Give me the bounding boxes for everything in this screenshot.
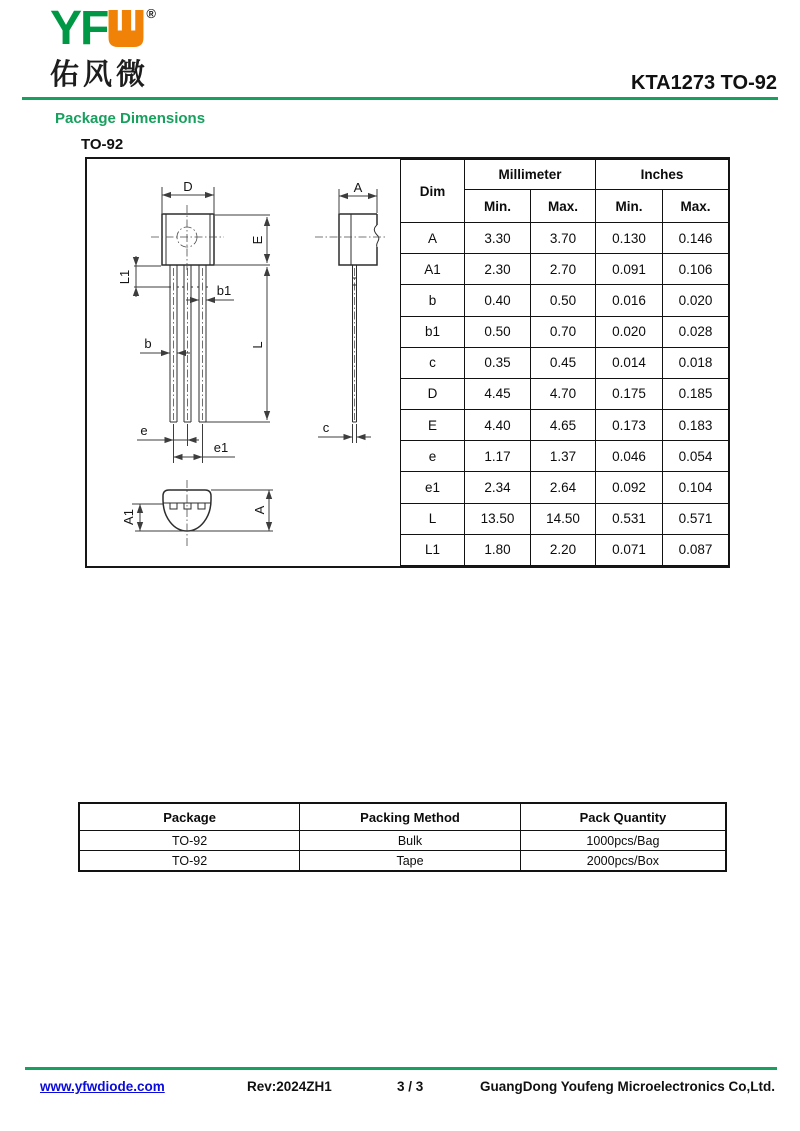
cell-in-max: 0.146 <box>663 223 729 254</box>
cell-dim: b1 <box>401 316 465 347</box>
cell-dim: c <box>401 347 465 378</box>
cell-in-max: 0.106 <box>663 254 729 285</box>
table-row <box>401 472 729 503</box>
dim-label-L1: L1 <box>117 269 132 285</box>
registered-trademark-icon: ® <box>146 6 156 21</box>
dimension-table-wrap <box>400 159 729 566</box>
to92-outline-drawing <box>87 159 400 566</box>
cell-in-max: 0.018 <box>663 347 729 378</box>
cell-quantity: 1000pcs/Bag <box>520 831 726 851</box>
table-row <box>79 851 726 872</box>
cell-mm-max: 0.70 <box>531 316 596 347</box>
table-row <box>401 534 729 565</box>
table-row <box>401 503 729 534</box>
logo-w-icon <box>108 10 144 47</box>
cell-dim: A <box>401 223 465 254</box>
dim-label-D: D <box>183 179 193 194</box>
table-row <box>401 378 729 409</box>
cell-method: Bulk <box>300 831 521 851</box>
cell-mm-min: 4.40 <box>465 410 531 441</box>
package-type-label: TO-92 <box>81 136 124 153</box>
cell-method: Tape <box>300 851 521 872</box>
dim-label-A1: A1 <box>121 509 136 525</box>
mm-min-header: Min. <box>465 190 531 223</box>
cell-mm-min: 1.80 <box>465 534 531 565</box>
cell-in-min: 0.091 <box>596 254 663 285</box>
front-view <box>117 179 270 463</box>
footer-divider <box>25 1067 777 1070</box>
table-row <box>401 223 729 254</box>
cell-mm-min: 13.50 <box>465 503 531 534</box>
header-divider <box>22 97 778 100</box>
pack-header-quantity: Pack Quantity <box>520 803 726 831</box>
cell-mm-max: 2.64 <box>531 472 596 503</box>
cell-dim: e1 <box>401 472 465 503</box>
page-number: 3 / 3 <box>397 1079 424 1094</box>
cell-mm-min: 0.35 <box>465 347 531 378</box>
cell-mm-max: 4.70 <box>531 378 596 409</box>
cell-mm-max: 1.37 <box>531 441 596 472</box>
cell-mm-max: 2.20 <box>531 534 596 565</box>
packing-table <box>78 802 727 872</box>
revision-text: Rev:2024ZH1 <box>247 1079 332 1094</box>
table-row <box>401 347 729 378</box>
cell-in-max: 0.104 <box>663 472 729 503</box>
cell-in-min: 0.130 <box>596 223 663 254</box>
logo-text-yf: YF <box>50 2 108 55</box>
cell-dim: D <box>401 378 465 409</box>
bottom-view <box>121 480 273 548</box>
cell-in-max: 0.020 <box>663 285 729 316</box>
mm-max-header: Max. <box>531 190 596 223</box>
table-row <box>401 254 729 285</box>
cell-in-min: 0.175 <box>596 378 663 409</box>
cell-mm-max: 4.65 <box>531 410 596 441</box>
package-dimensions-box <box>85 157 730 568</box>
dim-col-header: Dim <box>401 160 465 223</box>
cell-mm-max: 0.45 <box>531 347 596 378</box>
side-body <box>339 214 377 265</box>
dim-label-c: c <box>322 420 330 435</box>
cell-mm-max: 0.50 <box>531 285 596 316</box>
cell-mm-min: 3.30 <box>465 223 531 254</box>
cell-in-min: 0.531 <box>596 503 663 534</box>
cell-dim: A1 <box>401 254 465 285</box>
cell-in-max: 0.087 <box>663 534 729 565</box>
logo-chinese-text: 佑风微 <box>50 59 150 92</box>
cell-mm-max: 3.70 <box>531 223 596 254</box>
dim-label-A-bottom: A <box>252 505 267 515</box>
cell-in-max: 0.185 <box>663 378 729 409</box>
cell-mm-max: 2.70 <box>531 254 596 285</box>
cell-dim: e <box>401 441 465 472</box>
dim-label-b: b <box>144 336 152 351</box>
dim-label-L: L <box>250 341 265 349</box>
dim-label-A-side: A <box>353 180 363 195</box>
cell-in-max: 0.183 <box>663 410 729 441</box>
cell-dim: L <box>401 503 465 534</box>
logo <box>50 2 156 93</box>
pack-header-method: Packing Method <box>300 803 521 831</box>
cell-mm-min: 2.30 <box>465 254 531 285</box>
dim-label-E: E <box>250 235 265 245</box>
table-row <box>401 441 729 472</box>
cell-mm-min: 4.45 <box>465 378 531 409</box>
document-title: KTA1273 TO-92 <box>631 72 777 94</box>
cell-dim: L1 <box>401 534 465 565</box>
dim-label-b1: b1 <box>216 283 232 298</box>
cell-dim: E <box>401 410 465 441</box>
company-name: GuangDong Youfeng Microelectronics Co,Ltd. <box>479 1079 775 1094</box>
front-leads <box>168 265 208 422</box>
table-row <box>401 410 729 441</box>
cell-mm-min: 0.50 <box>465 316 531 347</box>
pack-header-package: Package <box>79 803 300 831</box>
website-link[interactable]: www.yfwdiode.com <box>40 1079 165 1094</box>
inch-max-header: Max. <box>663 190 729 223</box>
cell-package: TO-92 <box>79 831 300 851</box>
cell-dim: b <box>401 285 465 316</box>
cell-package: TO-92 <box>79 851 300 872</box>
table-row <box>79 831 726 851</box>
dim-label-e1: e1 <box>213 440 229 455</box>
cell-mm-min: 1.17 <box>465 441 531 472</box>
table-row <box>401 316 729 347</box>
cell-in-max: 0.054 <box>663 441 729 472</box>
dim-label-e: e <box>140 423 148 438</box>
front-body <box>162 214 214 265</box>
inch-group-header: Inches <box>596 160 729 190</box>
cell-quantity: 2000pcs/Box <box>520 851 726 872</box>
cell-in-min: 0.020 <box>596 316 663 347</box>
cell-in-min: 0.071 <box>596 534 663 565</box>
cell-in-max: 0.571 <box>663 503 729 534</box>
cell-in-min: 0.046 <box>596 441 663 472</box>
cell-in-min: 0.014 <box>596 347 663 378</box>
cell-mm-max: 14.50 <box>531 503 596 534</box>
dimension-table <box>400 159 729 566</box>
cell-in-min: 0.016 <box>596 285 663 316</box>
cell-mm-min: 2.34 <box>465 472 531 503</box>
cell-mm-min: 0.40 <box>465 285 531 316</box>
section-heading: Package Dimensions <box>55 110 206 127</box>
table-row <box>401 285 729 316</box>
cell-in-min: 0.092 <box>596 472 663 503</box>
package-drawing <box>87 159 400 566</box>
cell-in-min: 0.173 <box>596 410 663 441</box>
side-view <box>315 180 385 443</box>
cell-in-max: 0.028 <box>663 316 729 347</box>
inch-min-header: Min. <box>596 190 663 223</box>
mm-group-header: Millimeter <box>465 160 596 190</box>
